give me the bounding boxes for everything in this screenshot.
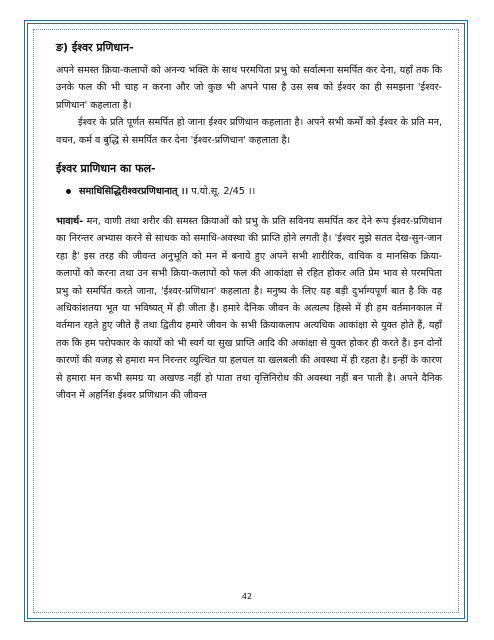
bhavartha-text: मन, वाणी तथा शरीर की समस्त क्रियाओं को प्रभु के प्रति सविनय समर्पित कर देने रूप ईश्वर-प्रणिधान का निरन्तर अभ्यास करने से साधक को समाधि-अवस्था की प्राप्ति होने लगती है। 'ईश्वर मुझे सतत देख-सुन-जान रहा है' इस तरह की जीवन्त अनुभूति को मन में बनाये हुए अपने सभी शारीरिक, वाचिक व मानसिक क्रिया-कलापों को करना तथा उन सभी क्रिया-कलापों को फल की आकांक्षा से रहित होकर अति प्रेम भाव से परमपिता प्रभु को समर्पित करते जाना, 'ईश्वर-प्रणिधान' कहलाता है। मनुष्य के लिए यह बड़ी दुर्भाग्यपूर्ण बात है कि वह अधिकांशतया भूत या भविष्यत् में ही जीता है। हमारे दैनिक जीवन के अत्यल्प हिस्से में ही हम वर्तमानकाल में वर्तमान रहते हुए जीते हैं तथा द्वितीय हमारे जीवन के सभी क्रियाकलाप अत्यधिक आकांक्षा से युक्त होते हैं, यहाँ तक कि हम परोपकार के कार्यों को भी स्वर्ग या सुख प्राप्ति आदि की अकांक्षा से युक्त होकर ही करते हैं। इन दोनों कारणों की वजह से हमारा मन निरन्तर व्युत्थित या हलचल या खलबली की अवस्था में ही रहता है। इन्हीं के कारण से हमारा मन कभी समग्र या अखण्ड नहीं हो पाता तथा वृत्तिनिरोध की अवस्था नहीं बन पाती है। अपने दैनिक जीवन में अहर्निश ईश्वर प्रणिधान की जीवन्त: [56, 216, 442, 402]
paragraph-explanation: ईश्वर के प्रति पूर्णत समर्पित हो जाना ईश्वर प्रणिधान कहलाता है। अपने सभी कर्मों को ईश्वर के प्रति मन, वचन, कर्म व बुद्धि से समर्पित कर देना 'ईश्वर-प्रणिधान' कहलाता है।: [56, 117, 442, 146]
bhavartha-label: भावार्थ-: [56, 216, 84, 228]
page-content: [56, 40, 442, 405]
paragraph-definition: अपने समस्त क्रिया-कलापों को अनन्य भक्ति के साथ परमपिता प्रभु को सर्वात्मना समर्पित कर देना, यहाँ तक कि उनके फल की भी चाह न करना और जो कुछ भी अपने पास है उस सब को ईश्वर का ही समझना 'ईश्वर-प्रणिधान' कहलाता है।: [56, 65, 442, 111]
page-number: 42: [241, 592, 253, 601]
paragraph-bhavartha: [56, 213, 442, 404]
section-heading-ishwar-pranidhan: ङ) ईश्वर प्रणिधान-: [56, 41, 134, 54]
sutra-bullet: [66, 183, 442, 201]
sutra-reference: प.यो.सू. 2/45 ।।: [191, 186, 256, 198]
bullet-icon: [66, 189, 71, 194]
section-heading-fruit: ईश्वर प्राणिधान का फल-: [56, 162, 156, 176]
sutra-text: समाधिसिद्धिरीश्वरप्रणिधानात् ।।: [79, 186, 189, 198]
